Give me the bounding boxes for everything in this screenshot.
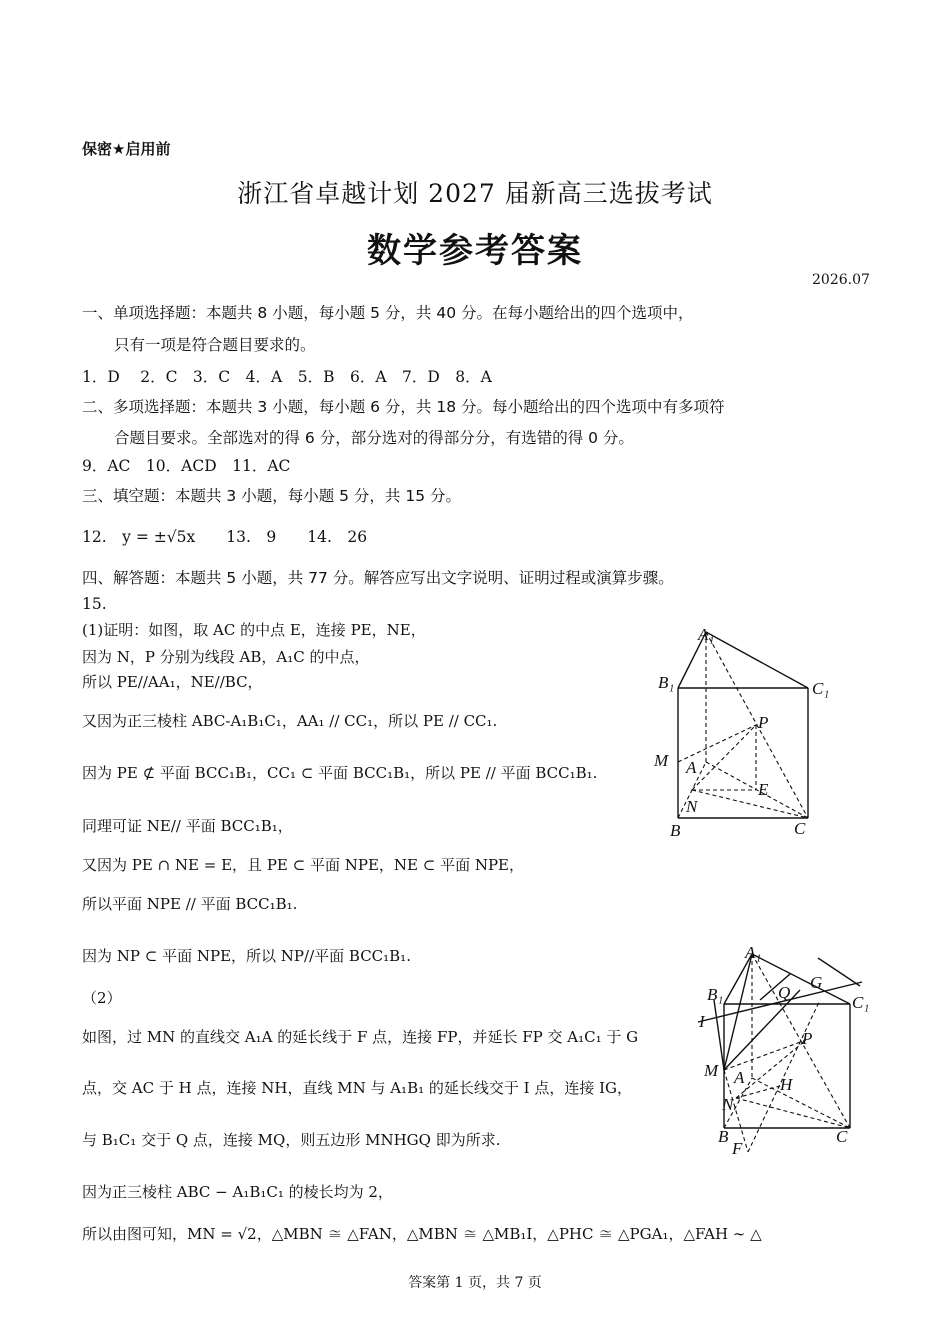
fig2-label-p: P	[802, 1029, 813, 1048]
fig2-label-i: I	[699, 1012, 705, 1031]
part2-line: 所以由图可知，MN = √2，△MBN ≅ △FAN，△MBN ≅ △MB₁I，△PHC ≅ △PGA₁，△FAH ∼ △	[82, 1225, 762, 1243]
section2-heading-line1: 二、多项选择题：本题共 3 小题，每小题 6 分，共 18 分。每小题给出的四个选项中有多项符	[82, 398, 725, 416]
fig1-label-b1: B₁	[658, 673, 675, 692]
section3-answers: 12. y = ±√5x 13. 9 14. 26	[82, 528, 368, 546]
fig2-label-b: B	[718, 1127, 729, 1146]
fig1-label-a: A	[686, 758, 697, 777]
fig2-label-c: C	[836, 1127, 848, 1146]
fig2-label-m: M	[704, 1061, 719, 1080]
fig2-label-c1: C₁	[852, 993, 870, 1012]
doc-title: 数学参考答案	[367, 231, 583, 271]
section1-answers: 1．D 2．C 3．C 4．A 5．B 6．A 7．D 8．A	[82, 368, 492, 386]
part2-line: 点，交 AC 于 H 点，连接 NH，直线 MN 与 A₁B₁ 的延长线交于 I 点，连接 IG，	[82, 1079, 633, 1097]
section4-heading: 四、解答题：本题共 5 小题，共 77 分。解答应写出文字说明、证明过程或演算步骤。	[82, 569, 674, 587]
fig2-label-q: Q	[778, 983, 791, 1002]
section3-heading: 三、填空题：本题共 3 小题，每小题 5 分，共 15 分。	[82, 487, 462, 505]
section1-heading-line1: 一、单项选择题：本题共 8 小题，每小题 5 分，共 40 分。在每小题给出的四个选项中，	[82, 304, 694, 322]
fig1-label-e: E	[758, 780, 769, 799]
part1-line: 又因为 PE ∩ NE = E，且 PE ⊂ 平面 NPE，NE ⊂ 平面 NPE，	[82, 856, 525, 874]
part1-line: 因为 PE ⊄ 平面 BCC₁B₁，CC₁ ⊂ 平面 BCC₁B₁，所以 PE // 平面 BCC₁B₁.	[82, 764, 598, 782]
exam-date: 2026.07	[812, 272, 870, 288]
part1-line: (1)证明：如图，取 AC 的中点 E，连接 PE，NE，	[82, 621, 426, 639]
fig2-label-g: G	[810, 973, 823, 992]
part2-line: 如图，过 MN 的直线交 A₁A 的延长线于 F 点，连接 FP，并延长 FP 交 A₁C₁ 于 G	[82, 1028, 639, 1046]
section2-heading-line2: 合题目要求。全部选对的得 6 分，部分选对的得部分分，有选错的得 0 分。	[114, 429, 634, 447]
fig2-label-b1: B₁	[707, 985, 724, 1004]
part1-line: 同理可证 NE// 平面 BCC₁B₁，	[82, 817, 293, 835]
fig1-label-m: M	[654, 751, 669, 770]
fig1-label-p: P	[758, 713, 769, 732]
part1-line: 所以 PE//AA₁，NE//BC，	[82, 673, 263, 691]
part2-label: （2）	[82, 989, 122, 1007]
exam-title: 浙江省卓越计划 2027 届新高三选拔考试	[237, 179, 713, 208]
fig1-label-c: C	[794, 819, 806, 838]
fig2-label-a1: A₁	[745, 943, 762, 962]
section1-heading-line2: 只有一项是符合题目要求的。	[114, 336, 316, 354]
page-footer: 答案第 1 页，共 7 页	[408, 1275, 542, 1291]
fig1-label-n: N	[686, 797, 698, 816]
fig2-label-h: H	[780, 1075, 793, 1094]
part1-line: 因为 N，P 分别为线段 AB，A₁C 的中点，	[82, 648, 370, 666]
question-15-label: 15.	[82, 595, 107, 613]
fig1-label-a1: A₁	[698, 625, 715, 644]
section2-answers: 9．AC 10．ACD 11．AC	[82, 457, 291, 475]
part2-line: 因为正三棱柱 ABC − A₁B₁C₁ 的棱长均为 2，	[82, 1183, 393, 1201]
confidential-mark: 保密★启用前	[82, 140, 171, 158]
fig1-label-c1: C₁	[812, 679, 830, 698]
fig2-label-n: N	[722, 1095, 734, 1114]
fig2-label-a: A	[734, 1068, 745, 1087]
prism-figure-1	[640, 620, 840, 845]
part1-line: 因为 NP ⊂ 平面 NPE，所以 NP//平面 BCC₁B₁.	[82, 947, 411, 965]
part2-line: 与 B₁C₁ 交于 Q 点，连接 MQ，则五边形 MNHGQ 即为所求.	[82, 1131, 501, 1149]
prism-figure-2	[690, 938, 880, 1160]
fig1-label-b: B	[670, 821, 681, 840]
part1-line: 所以平面 NPE // 平面 BCC₁B₁.	[82, 895, 298, 913]
part1-line: 又因为正三棱柱 ABC-A₁B₁C₁，AA₁ // CC₁，所以 PE // CC₁.	[82, 712, 498, 730]
fig2-label-f: F	[732, 1139, 743, 1158]
